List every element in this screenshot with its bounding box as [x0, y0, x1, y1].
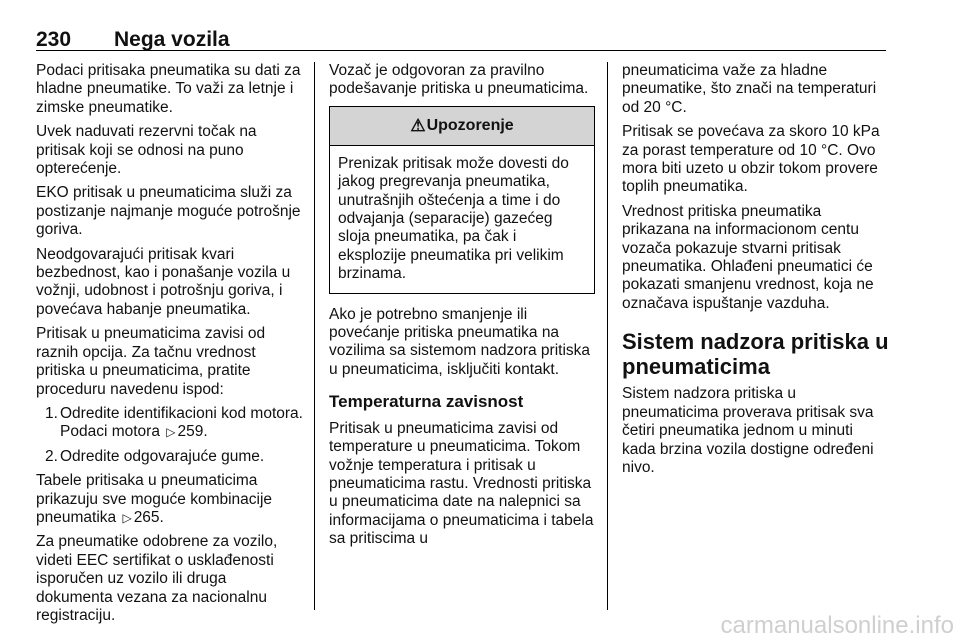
paragraph: EKO pritisak u pneumaticima služi za postizanje najmanje moguće potrošnje goriva.	[36, 184, 301, 239]
paragraph: Podaci pritisaka pneumatika su dati za hladne pneumatike. To važi za letnje i zimske pneumatike.	[36, 62, 301, 116]
paragraph: Uvek naduvati rezervni točak na pritisak koji se odnosi na puno opterećenje.	[36, 123, 257, 178]
column-divider	[607, 62, 608, 610]
section-heading: Sistem nadzora pritiska u pneumaticima	[622, 329, 889, 380]
paragraph: Pritisak se povećava za skoro 10 kPa za porast temperature od 10 °C. Ovo mora biti uzeto u obzir tokom provere toplih pneumatika.	[622, 123, 880, 196]
column-2	[329, 62, 595, 555]
paragraph: pneumaticima važe za hladne pneumatike, što znači na temperaturi od 20 °C.	[622, 62, 877, 116]
warning-title: Upozorenje	[426, 116, 514, 134]
column-3	[622, 62, 890, 483]
page-number: 230	[36, 28, 72, 51]
list-text: Odredite identifikacioni kod motora. Podaci motora	[60, 404, 303, 441]
paragraph-text: Tabele pritisaka u pneumaticima prikazuju sve moguće kombinacije pneumatika	[36, 472, 273, 526]
watermark: carmanualsonline.info	[720, 612, 954, 639]
page-reference-arrow-icon: ▷	[166, 425, 176, 440]
paragraph: Vrednost pritiska pneumatika prikazana na informacionom centu vozača pokazuje stvarni pritisak pneumatika. Ohlađeni pneumatici će pokazati smanjenu vrednost, koja ne označava ispuštanje vazduha.	[622, 202, 874, 312]
subheading: Temperaturna zavisnost	[329, 392, 524, 412]
warning-header	[330, 107, 594, 146]
chapter-title: Nega vozila	[114, 28, 230, 51]
column-1	[36, 62, 306, 631]
column-divider	[314, 62, 315, 610]
warning-triangle-icon: ⚠	[410, 115, 426, 135]
page-reference[interactable]: 259.	[177, 423, 208, 441]
paragraph	[36, 472, 306, 527]
list-item	[36, 405, 306, 442]
paragraph: Ako je potrebno smanjenje ili povećanje pritiska pneumatika na vozilima sa sistemom nadzora pritiska u pneumaticima, isključiti kontakt.	[329, 305, 591, 378]
paragraph: Pritisak u pneumaticima zavisi od temperature u pneumaticima. Tokom vožnje temperatura i pritisak u pneumaticima rastu. Vrednosti pritiska u pneumaticima date na nalepnici sa informacijama o pneumaticima i tabela sa pritiscima u	[329, 419, 594, 548]
list-item	[36, 448, 306, 466]
list-number: 2.	[45, 447, 58, 465]
warning-box	[329, 106, 595, 294]
paragraph: Pritisak u pneumaticima zavisi od raznih opcija. Za tačnu vrednost pritiska u pneumaticima, pratite proceduru navedenu ispod:	[36, 325, 266, 398]
warning-text: Prenizak pritisak može dovesti do jakog pregrevanja pneumatika, unutrašnjih oštećenja a time i do odvajanja (separacije) gazećeg sloja pneumatika, pa čak i eksplozije pneumatika pri velikim brzinama.	[338, 154, 569, 283]
list-text: Odredite odgovarajuće gume.	[60, 447, 265, 465]
paragraph: Sistem nadzora pritiska u pneumaticima proverava pritisak sva četiri pneumatika jednom u minuti kada brzina vozila dostigne određeni nivo.	[622, 385, 874, 476]
paragraph: Neodgovarajući pritisak kvari bezbednost, kao i ponašanje vozila u vožnji, udobnost i potrošnju goriva, i povećava habanje pneumatika.	[36, 245, 291, 318]
page-reference[interactable]: 265.	[133, 508, 164, 526]
list-number: 1.	[45, 404, 58, 422]
page-reference-arrow-icon: ▷	[122, 510, 132, 525]
page-header	[36, 26, 886, 51]
paragraph: Za pneumatike odobrene za vozilo, videti EEC sertifikat o usklađenosti isporučen uz vozilo ili druga dokumenta vezana za nacionalnu registraciju.	[36, 533, 278, 624]
paragraph: Vozač je odgovoran za pravilno podešavanje pritiska u pneumaticima.	[329, 62, 589, 98]
